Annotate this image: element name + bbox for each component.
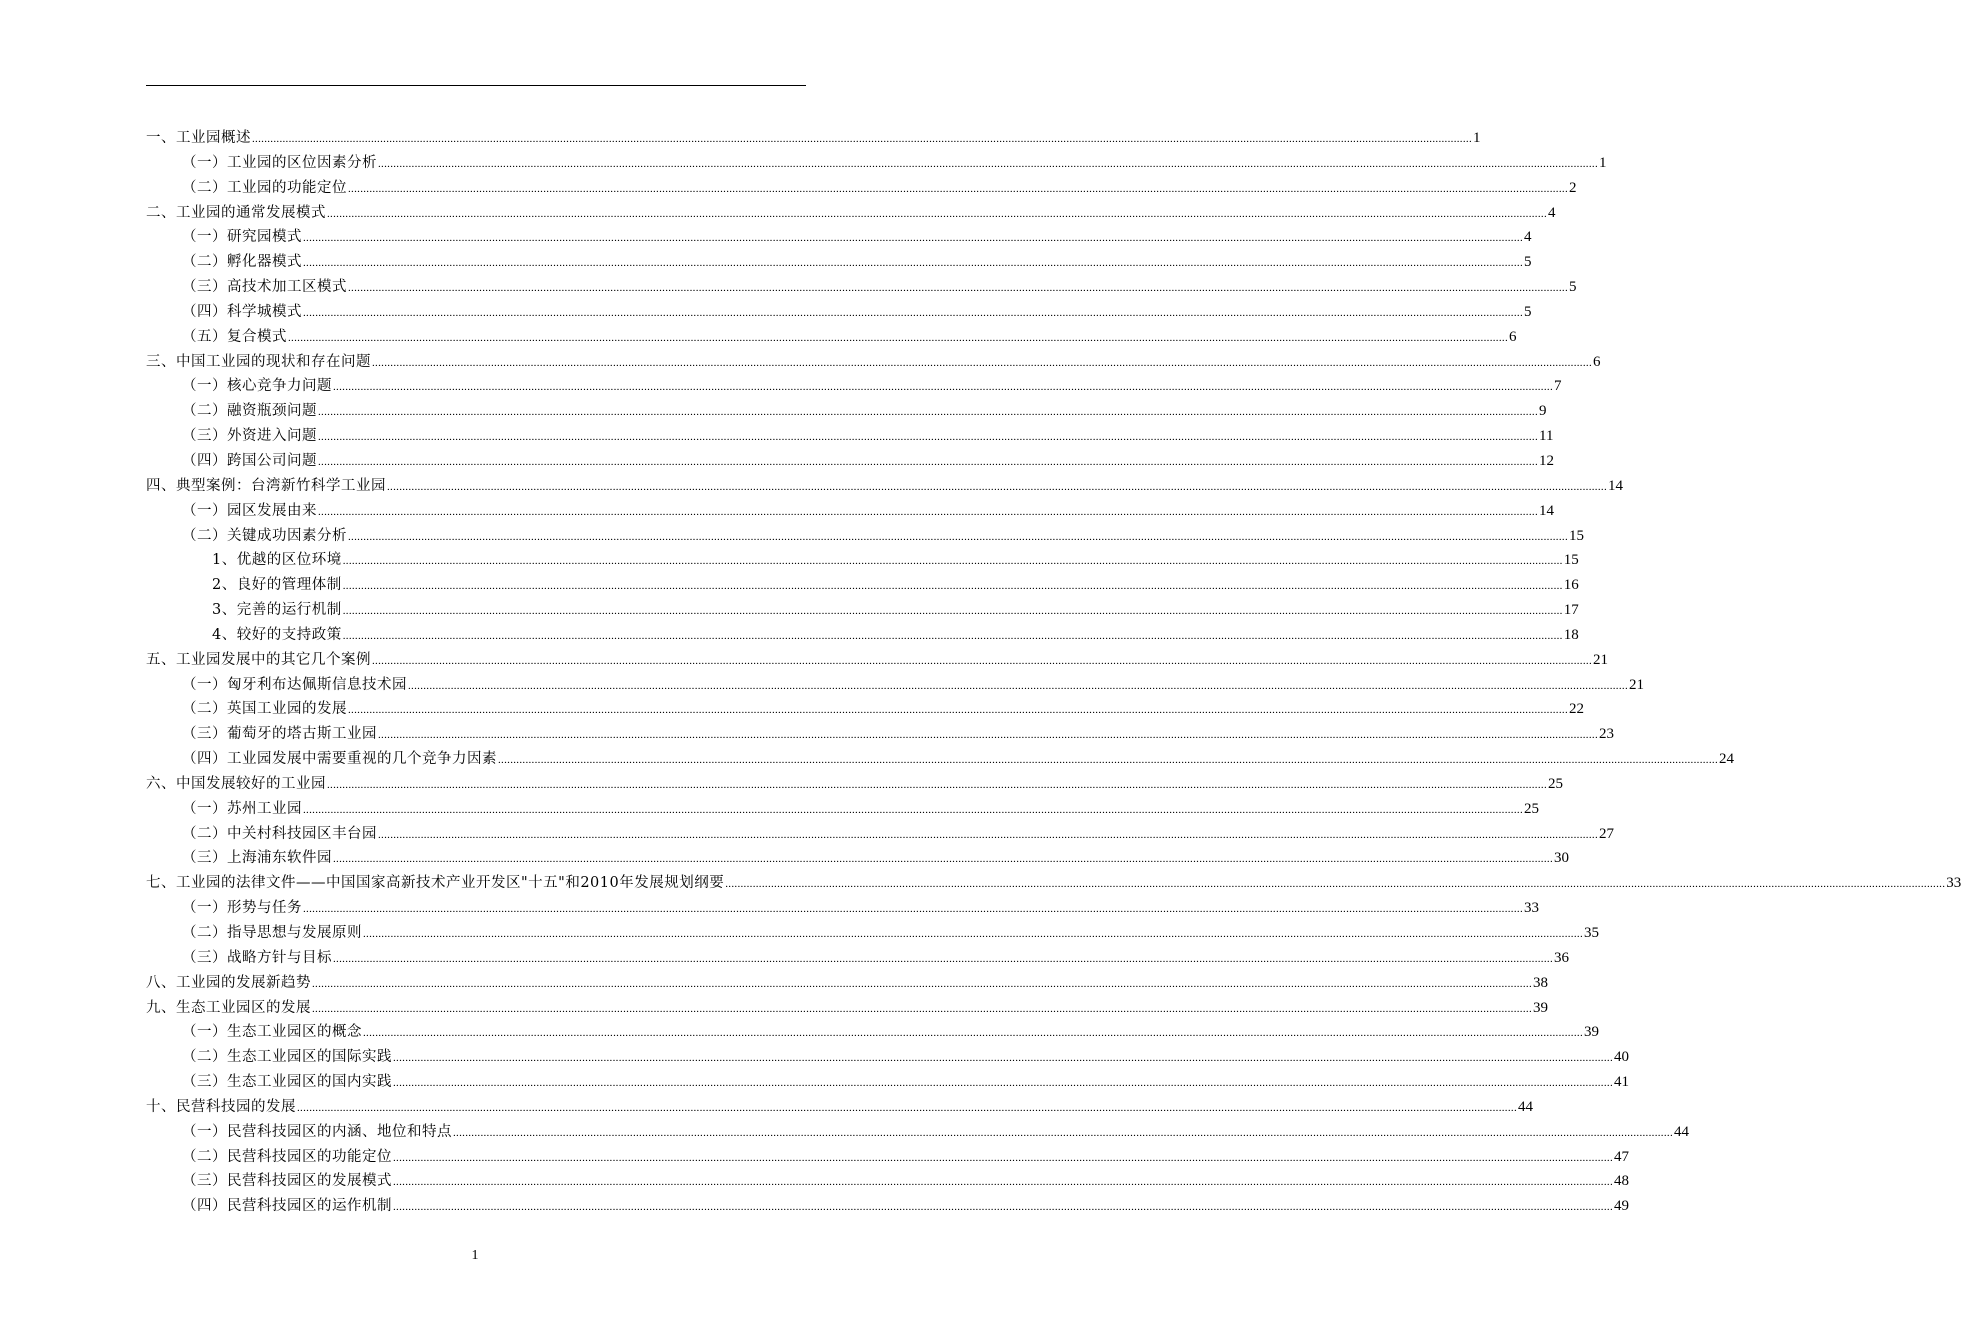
toc-entry[interactable] xyxy=(146,1145,1629,1170)
toc-entry-page: 12 xyxy=(1539,452,1554,469)
toc-entry[interactable] xyxy=(146,747,1734,772)
toc-entry[interactable] xyxy=(146,499,1554,524)
toc-dot-leader: ................................................................................................................................................................................................................................................................................................................................................................................................................ xyxy=(498,754,1718,767)
toc-entry[interactable] xyxy=(146,722,1614,747)
toc-entry-page: 6 xyxy=(1593,353,1601,370)
toc-dot-leader: ................................................................................................................................................................................................................................................................................................................................................................................................................ xyxy=(297,1101,1517,1114)
toc-entry-title: （四）科学城模式 xyxy=(182,303,302,320)
toc-dot-leader: ................................................................................................................................................................................................................................................................................................................................................................................................................ xyxy=(327,207,1547,220)
toc-dot-leader: ................................................................................................................................................................................................................................................................................................................................................................................................................ xyxy=(453,1126,1673,1139)
toc-entry[interactable] xyxy=(146,225,1532,250)
toc-entry[interactable] xyxy=(146,250,1532,275)
toc-entry-title: 六、中国发展较好的工业园 xyxy=(146,775,326,792)
toc-entry-page: 38 xyxy=(1533,974,1548,991)
toc-entry-title: （二）中关村科技园区丰台园 xyxy=(182,825,377,842)
toc-entry-title: 九、生态工业园区的发展 xyxy=(146,999,311,1016)
toc-entry-title: （三）上海浦东软件园 xyxy=(182,850,332,867)
toc-entry-page: 5 xyxy=(1524,303,1532,320)
toc-entry[interactable] xyxy=(146,424,1554,449)
toc-entry-page: 27 xyxy=(1599,825,1614,842)
toc-entry[interactable] xyxy=(146,151,1607,176)
toc-entry-page: 21 xyxy=(1593,651,1608,668)
toc-dot-leader: ................................................................................................................................................................................................................................................................................................................................................................................................................ xyxy=(303,803,1523,816)
toc-entry-page: 24 xyxy=(1719,751,1734,768)
toc-entry[interactable] xyxy=(146,697,1584,722)
toc-entry[interactable] xyxy=(146,971,1548,996)
toc-dot-leader: ................................................................................................................................................................................................................................................................................................................................................................................................................ xyxy=(348,282,1568,295)
toc-entry-page: 4 xyxy=(1524,229,1532,246)
toc-dot-leader: ................................................................................................................................................................................................................................................................................................................................................................................................................ xyxy=(348,530,1568,543)
toc-dot-leader: ................................................................................................................................................................................................................................................................................................................................................................................................................ xyxy=(372,356,1592,369)
toc-entry-title: （一）研究园模式 xyxy=(182,229,302,246)
toc-dot-leader: ................................................................................................................................................................................................................................................................................................................................................................................................................ xyxy=(363,928,1583,940)
toc-entry-page: 4 xyxy=(1548,204,1556,221)
toc-entry[interactable] xyxy=(146,548,1579,573)
toc-dot-leader: ................................................................................................................................................................................................................................................................................................................................................................................................................ xyxy=(303,306,1523,319)
toc-entry-title: （二）孵化器模式 xyxy=(182,254,302,271)
toc-entry[interactable] xyxy=(146,1169,1629,1194)
toc-entry[interactable] xyxy=(146,648,1608,673)
toc-entry-page: 11 xyxy=(1539,428,1554,445)
toc-dot-leader: ................................................................................................................................................................................................................................................................................................................................................................................................................ xyxy=(393,1176,1613,1189)
toc-entry-title: （一）园区发展由来 xyxy=(182,502,317,519)
toc-entry[interactable] xyxy=(146,822,1614,847)
toc-entry[interactable] xyxy=(146,126,1481,151)
toc-dot-leader: ................................................................................................................................................................................................................................................................................................................................................................................................................ xyxy=(393,1077,1613,1090)
toc-dot-leader: ................................................................................................................................................................................................................................................................................................................................................................................................................ xyxy=(725,878,1946,891)
toc-entry-title: （五）复合模式 xyxy=(182,328,287,345)
toc-entry[interactable] xyxy=(146,449,1554,474)
toc-entry[interactable] xyxy=(146,1045,1629,1070)
toc-entry-title: 三、中国工业园的现状和存在问题 xyxy=(146,353,371,370)
toc-entry[interactable] xyxy=(146,896,1539,921)
toc-entry[interactable] xyxy=(146,797,1539,822)
toc-entry-title: 八、工业园的发展新趋势 xyxy=(146,974,311,991)
toc-dot-leader: ................................................................................................................................................................................................................................................................................................................................................................................................................ xyxy=(288,331,1508,344)
toc-entry-title: （一）核心竞争力问题 xyxy=(182,378,332,395)
toc-entry[interactable] xyxy=(146,598,1579,623)
toc-entry-title: （三）葡萄牙的塔古斯工业园 xyxy=(182,726,377,743)
toc-entry-title: （四）跨国公司问题 xyxy=(182,452,317,469)
toc-entry[interactable] xyxy=(146,176,1577,201)
toc-entry-title: （一）工业园的区位因素分析 xyxy=(182,154,377,171)
toc-dot-leader: ................................................................................................................................................................................................................................................................................................................................................................................................................ xyxy=(393,1201,1613,1214)
toc-entry-page: 15 xyxy=(1563,552,1579,569)
toc-entry-page: 2 xyxy=(1569,179,1577,196)
toc-entry-page: 36 xyxy=(1554,949,1569,966)
toc-entry[interactable] xyxy=(146,946,1569,971)
header-rule xyxy=(146,85,806,86)
toc-entry-page: 33 xyxy=(1946,875,1961,892)
table-of-contents xyxy=(146,126,1961,1219)
toc-dot-leader: ................................................................................................................................................................................................................................................................................................................................................................................................................ xyxy=(312,1002,1532,1015)
toc-dot-leader: ................................................................................................................................................................................................................................................................................................................................................................................................................ xyxy=(387,480,1607,493)
toc-entry-title: （二）关键成功因素分析 xyxy=(182,527,347,544)
toc-entry[interactable] xyxy=(146,1120,1689,1145)
page-number: 1 xyxy=(471,1248,479,1263)
toc-dot-leader: ................................................................................................................................................................................................................................................................................................................................................................................................................ xyxy=(393,1052,1613,1065)
toc-dot-leader: ................................................................................................................................................................................................................................................................................................................................................................................................................ xyxy=(393,1151,1613,1164)
toc-entry[interactable] xyxy=(146,1070,1629,1095)
toc-entry-page: 35 xyxy=(1584,925,1599,941)
toc-entry-page: 6 xyxy=(1509,328,1517,345)
toc-dot-leader: ................................................................................................................................................................................................................................................................................................................................................................................................................ xyxy=(333,853,1553,866)
toc-entry-title: （一）生态工业园区的概念 xyxy=(182,1024,362,1041)
toc-entry-title: （三）生态工业园区的国内实践 xyxy=(182,1074,392,1091)
toc-entry[interactable] xyxy=(146,996,1548,1021)
toc-entry-page: 25 xyxy=(1548,775,1563,792)
toc-dot-leader: ................................................................................................................................................................................................................................................................................................................................................................................................................ xyxy=(342,605,1563,618)
toc-entry-title: （二）生态工业园区的国际实践 xyxy=(182,1049,392,1066)
toc-dot-leader: ................................................................................................................................................................................................................................................................................................................................................................................................................ xyxy=(318,455,1538,468)
toc-dot-leader: ................................................................................................................................................................................................................................................................................................................................................................................................................ xyxy=(348,704,1568,717)
toc-entry-page: 15 xyxy=(1569,527,1584,544)
toc-dot-leader: ................................................................................................................................................................................................................................................................................................................................................................................................................ xyxy=(333,952,1553,965)
toc-dot-leader: ................................................................................................................................................................................................................................................................................................................................................................................................................ xyxy=(327,778,1547,791)
toc-entry-title: （四）民营科技园区的运作机制 xyxy=(182,1198,392,1215)
toc-dot-leader: ................................................................................................................................................................................................................................................................................................................................................................................................................ xyxy=(378,157,1598,170)
toc-entry-title: （一）苏州工业园 xyxy=(182,800,302,817)
toc-entry-page: 47 xyxy=(1614,1148,1629,1165)
toc-entry-page: 14 xyxy=(1608,477,1623,494)
toc-entry-title: 四、典型案例：台湾新竹科学工业园 xyxy=(146,477,386,494)
toc-dot-leader: ................................................................................................................................................................................................................................................................................................................................................................................................................ xyxy=(342,629,1563,642)
toc-entry[interactable] xyxy=(146,300,1532,325)
toc-entry[interactable] xyxy=(146,846,1569,871)
toc-entry[interactable] xyxy=(146,1095,1533,1120)
toc-entry[interactable] xyxy=(146,275,1577,300)
toc-dot-leader: ................................................................................................................................................................................................................................................................................................................................................................................................................ xyxy=(378,828,1598,841)
toc-entry-page: 30 xyxy=(1554,850,1569,867)
toc-entry-title: （三）外资进入问题 xyxy=(182,428,317,445)
toc-entry-page: 33 xyxy=(1524,900,1539,917)
toc-entry-page: 16 xyxy=(1563,577,1579,594)
toc-entry-title: 2、良好的管理体制 xyxy=(212,577,342,594)
toc-entry-title: （二）指导思想与发展原则 xyxy=(182,925,362,941)
toc-entry-title: （二）民营科技园区的功能定位 xyxy=(182,1148,392,1165)
toc-dot-leader: ................................................................................................................................................................................................................................................................................................................................................................................................................ xyxy=(348,182,1568,195)
toc-entry-page: 22 xyxy=(1569,701,1584,718)
toc-entry-title: 二、工业园的通常发展模式 xyxy=(146,204,326,221)
toc-entry-page: 39 xyxy=(1533,999,1548,1016)
toc-dot-leader: ................................................................................................................................................................................................................................................................................................................................................................................................................ xyxy=(303,903,1523,916)
toc-entry[interactable] xyxy=(146,871,1961,896)
toc-entry[interactable] xyxy=(146,623,1579,648)
toc-entry[interactable] xyxy=(146,921,1599,946)
toc-entry-page: 1 xyxy=(1599,154,1607,171)
toc-dot-leader: ................................................................................................................................................................................................................................................................................................................................................................................................................ xyxy=(342,555,1563,568)
toc-entry[interactable] xyxy=(146,673,1644,698)
toc-dot-leader: ................................................................................................................................................................................................................................................................................................................................................................................................................ xyxy=(342,580,1563,593)
toc-dot-leader: ................................................................................................................................................................................................................................................................................................................................................................................................................ xyxy=(303,257,1523,270)
toc-entry[interactable] xyxy=(146,1194,1629,1219)
toc-dot-leader: ................................................................................................................................................................................................................................................................................................................................................................................................................ xyxy=(408,679,1628,692)
toc-entry[interactable] xyxy=(146,573,1579,598)
toc-entry-page: 5 xyxy=(1569,279,1577,296)
toc-entry-title: 4、较好的支持政策 xyxy=(212,626,342,643)
toc-dot-leader: ................................................................................................................................................................................................................................................................................................................................................................................................................ xyxy=(372,654,1592,667)
toc-entry-title: （一）形势与任务 xyxy=(182,900,302,917)
toc-dot-leader: ................................................................................................................................................................................................................................................................................................................................................................................................................ xyxy=(318,406,1538,419)
toc-entry-title: 五、工业园发展中的其它几个案例 xyxy=(146,651,371,668)
toc-entry-title: （三）战略方针与目标 xyxy=(182,949,332,966)
toc-entry-page: 14 xyxy=(1539,502,1554,519)
toc-entry-title: （三）民营科技园区的发展模式 xyxy=(182,1173,392,1190)
toc-entry-title: 3、完善的运行机制 xyxy=(212,602,342,619)
toc-entry-title: （二）工业园的功能定位 xyxy=(182,179,347,196)
toc-dot-leader: ................................................................................................................................................................................................................................................................................................................................................................................................................ xyxy=(312,977,1532,990)
toc-entry-title: （二）融资瓶颈问题 xyxy=(182,403,317,420)
toc-entry-page: 17 xyxy=(1563,602,1579,619)
toc-entry[interactable] xyxy=(146,772,1563,797)
toc-entry-page: 21 xyxy=(1629,676,1644,693)
toc-entry[interactable] xyxy=(146,524,1584,549)
toc-dot-leader: ................................................................................................................................................................................................................................................................................................................................................................................................................ xyxy=(318,431,1538,444)
toc-dot-leader: ................................................................................................................................................................................................................................................................................................................................................................................................................ xyxy=(303,232,1523,245)
toc-entry-page: 5 xyxy=(1524,254,1532,271)
toc-entry[interactable] xyxy=(146,474,1623,499)
toc-entry[interactable] xyxy=(146,1020,1599,1045)
toc-entry-page: 39 xyxy=(1584,1024,1599,1041)
toc-entry-title: （一）民营科技园区的内涵、地位和特点 xyxy=(182,1123,452,1140)
toc-entry-page: 25 xyxy=(1524,800,1539,817)
toc-entry-title: 十、民营科技园的发展 xyxy=(146,1098,296,1115)
toc-entry-page: 44 xyxy=(1674,1123,1689,1140)
toc-entry[interactable] xyxy=(146,201,1556,226)
toc-entry-title: 一、工业园概述 xyxy=(146,130,251,146)
toc-entry[interactable] xyxy=(146,374,1562,399)
toc-entry-title: （二）英国工业园的发展 xyxy=(182,701,347,718)
toc-entry-title: 七、工业园的法律文件——中国国家高新技术产业开发区"十五"和2010年发展规划纲要 xyxy=(146,875,725,892)
toc-dot-leader: ................................................................................................................................................................................................................................................................................................................................................................................................................ xyxy=(318,505,1538,518)
toc-entry[interactable] xyxy=(146,399,1547,424)
toc-entry-page: 49 xyxy=(1614,1198,1629,1215)
toc-dot-leader: ................................................................................................................................................................................................................................................................................................................................................................................................................ xyxy=(333,381,1553,394)
toc-dot-leader: ................................................................................................................................................................................................................................................................................................................................................................................................................ xyxy=(378,729,1598,742)
toc-entry-title: （一）匈牙利布达佩斯信息技术园 xyxy=(182,676,407,693)
toc-dot-leader: ................................................................................................................................................................................................................................................................................................................................................................................................................ xyxy=(363,1027,1583,1040)
toc-entry[interactable] xyxy=(146,350,1601,375)
toc-entry-page: 40 xyxy=(1614,1049,1629,1066)
toc-dot-leader: ................................................................................................................................................................................................................................................................................................................................................................................................................ xyxy=(252,133,1472,145)
toc-entry-title: （三）高技术加工区模式 xyxy=(182,279,347,296)
toc-entry-page: 7 xyxy=(1554,378,1562,395)
toc-entry-page: 48 xyxy=(1614,1173,1629,1190)
toc-entry-page: 18 xyxy=(1563,626,1579,643)
toc-entry-page: 1 xyxy=(1473,130,1481,146)
toc-entry-page: 9 xyxy=(1539,403,1547,420)
toc-entry-title: 1、优越的区位环境 xyxy=(212,552,342,569)
toc-entry-title: （四）工业园发展中需要重视的几个竞争力因素 xyxy=(182,751,497,768)
toc-entry[interactable] xyxy=(146,325,1517,350)
toc-entry-page: 23 xyxy=(1599,726,1614,743)
toc-entry-page: 41 xyxy=(1614,1074,1629,1091)
toc-entry-page: 44 xyxy=(1518,1098,1533,1115)
